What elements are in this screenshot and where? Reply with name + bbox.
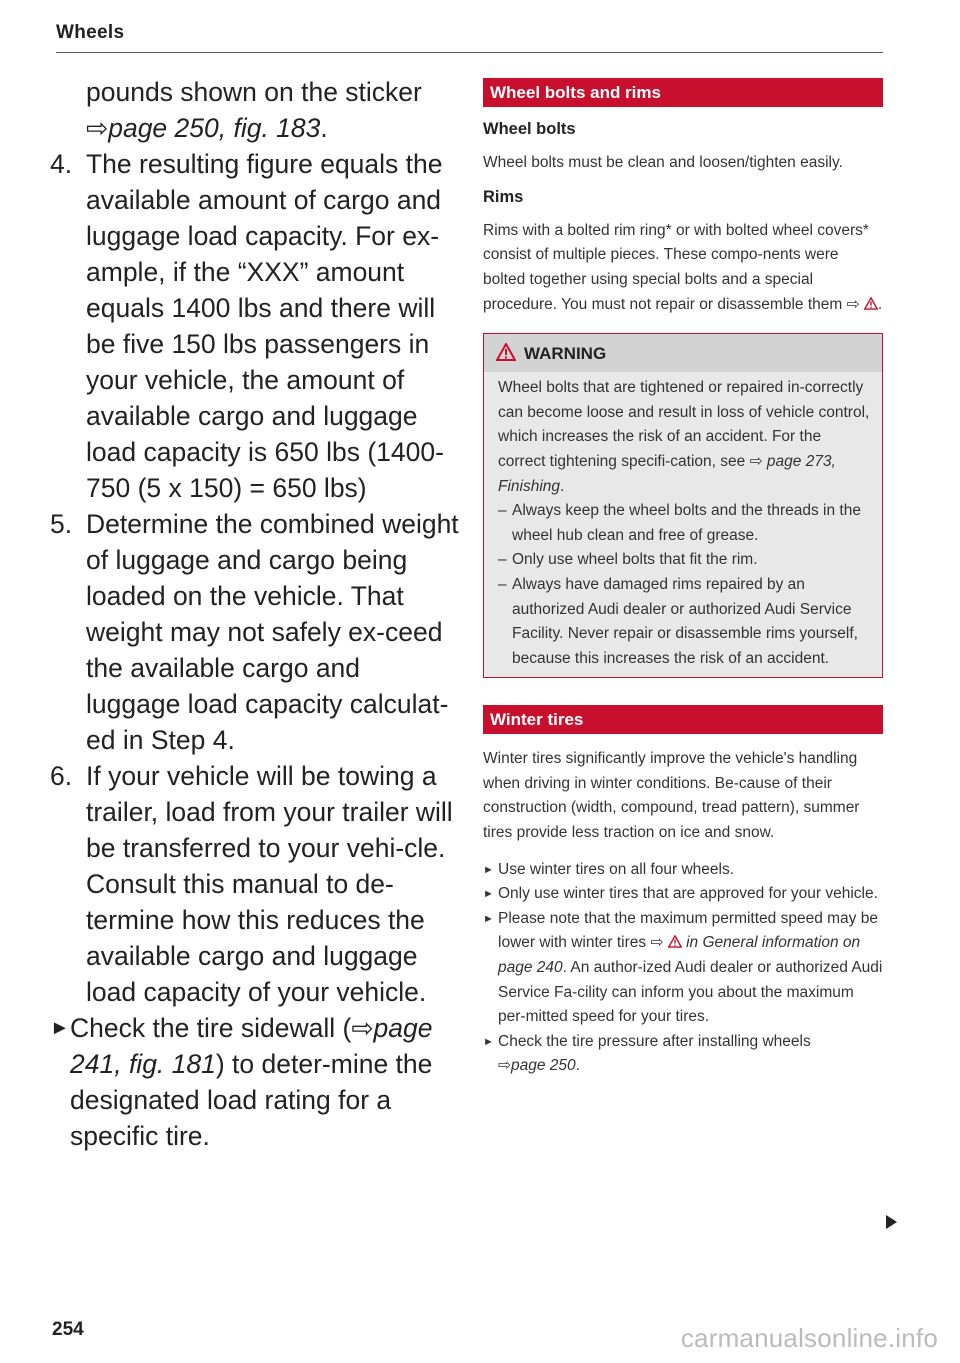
page-reference-link[interactable]: in General information on page 240 bbox=[498, 934, 861, 977]
continuation-suffix: . bbox=[320, 113, 328, 143]
bullet-triangle-icon: ► bbox=[50, 1017, 70, 1039]
continuation-body: pounds shown on the sticker bbox=[86, 77, 422, 107]
bullet-triangle-icon: ► bbox=[483, 888, 494, 901]
numbered-item bbox=[50, 146, 460, 506]
bullet-triangle-icon: ► bbox=[483, 863, 494, 876]
bullet-item bbox=[483, 858, 883, 883]
warning-header bbox=[484, 334, 882, 372]
warning-triangle-icon[interactable] bbox=[668, 935, 682, 948]
bullet-item bbox=[483, 882, 883, 907]
arrow-icon: ⇨ bbox=[749, 452, 763, 470]
subheading-wheel-bolts: Wheel bolts bbox=[483, 120, 576, 138]
dash-marker: – bbox=[498, 502, 507, 520]
winter-tires-intro: Winter tires significantly improve the vehicle's handling when driving in winter conditions. Be-cause of their construction (width, compound, tread pattern), summer tires provide less traction on ice and snow. bbox=[483, 750, 860, 842]
bullet-text: Please note that the maximum permitted speed may be lower with winter tires bbox=[498, 909, 878, 952]
dash-marker: – bbox=[498, 575, 507, 593]
bullet-text: Check the tire pressure after installing wheels bbox=[498, 1032, 811, 1050]
bullet-text-after: . An author-ized Audi dealer or authorized Audi Service Fa-cility can inform you about the maximum per-mitted speed for your tires. bbox=[498, 959, 883, 1026]
warning-triangle-icon[interactable] bbox=[864, 297, 878, 310]
bullet-text: Use winter tires on all four wheels. bbox=[498, 860, 735, 878]
warning-item-text: Only use wheel bolts that fit the rim. bbox=[512, 551, 758, 569]
warning-list-item bbox=[498, 499, 870, 548]
check-text-after: ) to deter-mine the designated load rating for a specific tire. bbox=[70, 1049, 433, 1151]
warning-title: WARNING bbox=[524, 344, 607, 364]
item-number: 6. bbox=[50, 761, 73, 791]
warning-triangle-icon bbox=[496, 343, 516, 361]
warning-list-item bbox=[498, 548, 870, 573]
right-column bbox=[483, 78, 883, 1079]
warning-item-text: Always have damaged rims repaired by an authorized Audi dealer or authorized Audi Service Facility. Never repair or disassemble rims yourself, because this increases the risk of an accident. bbox=[512, 575, 858, 667]
left-column bbox=[50, 74, 460, 1154]
item-number: 5. bbox=[50, 509, 73, 539]
warning-list-item bbox=[498, 573, 870, 671]
dash-marker: – bbox=[498, 551, 507, 569]
warning-intro bbox=[498, 376, 870, 499]
continuation-text bbox=[50, 74, 460, 146]
arrow-icon: ⇨ bbox=[86, 113, 109, 143]
page-reference-link[interactable]: page 273, Finishing bbox=[498, 452, 836, 495]
warning-body bbox=[484, 372, 882, 677]
arrow-icon: ⇨ bbox=[498, 1057, 511, 1075]
section-title-winter-tires: Winter tires bbox=[483, 705, 883, 734]
bullet-text-after: . bbox=[575, 1057, 580, 1075]
page-header-title: Wheels bbox=[56, 22, 125, 43]
bullet-triangle-icon: ► bbox=[483, 912, 494, 925]
rims-suffix: . bbox=[877, 295, 883, 313]
check-text-before: Check the tire sidewall ( bbox=[70, 1013, 352, 1043]
numbered-item bbox=[50, 506, 460, 758]
section-title-wheel-bolts: Wheel bolts and rims bbox=[483, 78, 883, 107]
check-sidewall-item bbox=[50, 1010, 460, 1154]
warning-intro-suffix: . bbox=[560, 477, 565, 495]
bullet-text: Only use winter tires that are approved for your vehicle. bbox=[498, 885, 878, 903]
continue-arrow-icon bbox=[886, 1215, 897, 1229]
watermark: carmanualsonline.info bbox=[680, 1323, 938, 1353]
rims-text: Rims with a bolted rim ring* or with bolted wheel covers* consist of multiple pieces. These compo-nents were bolted together using special bolts and a special procedure. You must not repair or disassemble them bbox=[483, 221, 869, 313]
warning-box bbox=[483, 333, 883, 678]
page-number: 254 bbox=[52, 1319, 84, 1340]
item-text: If your vehicle will be towing a trailer, load from your trailer will be transferred to your vehi-cle. Consult this manual to de-termine how this reduces the available cargo and luggage load capacity of your vehicle. bbox=[86, 761, 453, 1007]
bullet-item bbox=[483, 907, 883, 1030]
header-divider bbox=[56, 52, 883, 53]
rims-paragraph bbox=[483, 219, 883, 317]
item-text: Determine the combined weight of luggage and cargo being loaded on the vehicle. That weight may not safely ex-ceed the available cargo and luggage load capacity calculat-ed in Step 4. bbox=[86, 509, 459, 755]
arrow-icon: ⇨ bbox=[351, 1013, 374, 1043]
warning-intro-text: Wheel bolts that are tightened or repaired in-correctly can become loose and result in loss of vehicle control, which increases the risk of an accident. For the correct tightening specifi-cation, see bbox=[498, 379, 870, 470]
item-text: The resulting figure equals the available amount of cargo and luggage load capacity. For ex-ample, if the “XXX” amount equals 1400 lbs and there will be five 150 lbs passengers in your vehicle, the amount of available cargo and luggage load capacity is 650 lbs (1400-750 (5 x 150) = 650 lbs) bbox=[86, 149, 444, 503]
page-reference-link[interactable]: page 241, fig. 181 bbox=[70, 1013, 433, 1079]
page-reference-link[interactable]: page 250, fig. 183 bbox=[108, 113, 321, 143]
numbered-item bbox=[50, 758, 460, 1010]
warning-item-text: Always keep the wheel bolts and the threads in the wheel hub clean and free of grease. bbox=[512, 502, 861, 544]
bullet-triangle-icon: ► bbox=[483, 1035, 494, 1048]
arrow-icon: ⇨ bbox=[650, 934, 664, 952]
arrow-icon: ⇨ bbox=[846, 295, 860, 313]
subheading-rims: Rims bbox=[483, 188, 524, 207]
page-reference-link[interactable]: page 250 bbox=[511, 1057, 576, 1075]
wheel-bolts-text: Wheel bolts must be clean and loosen/tighten easily. bbox=[483, 153, 843, 171]
bullet-item bbox=[483, 1030, 883, 1079]
item-number: 4. bbox=[50, 149, 73, 179]
